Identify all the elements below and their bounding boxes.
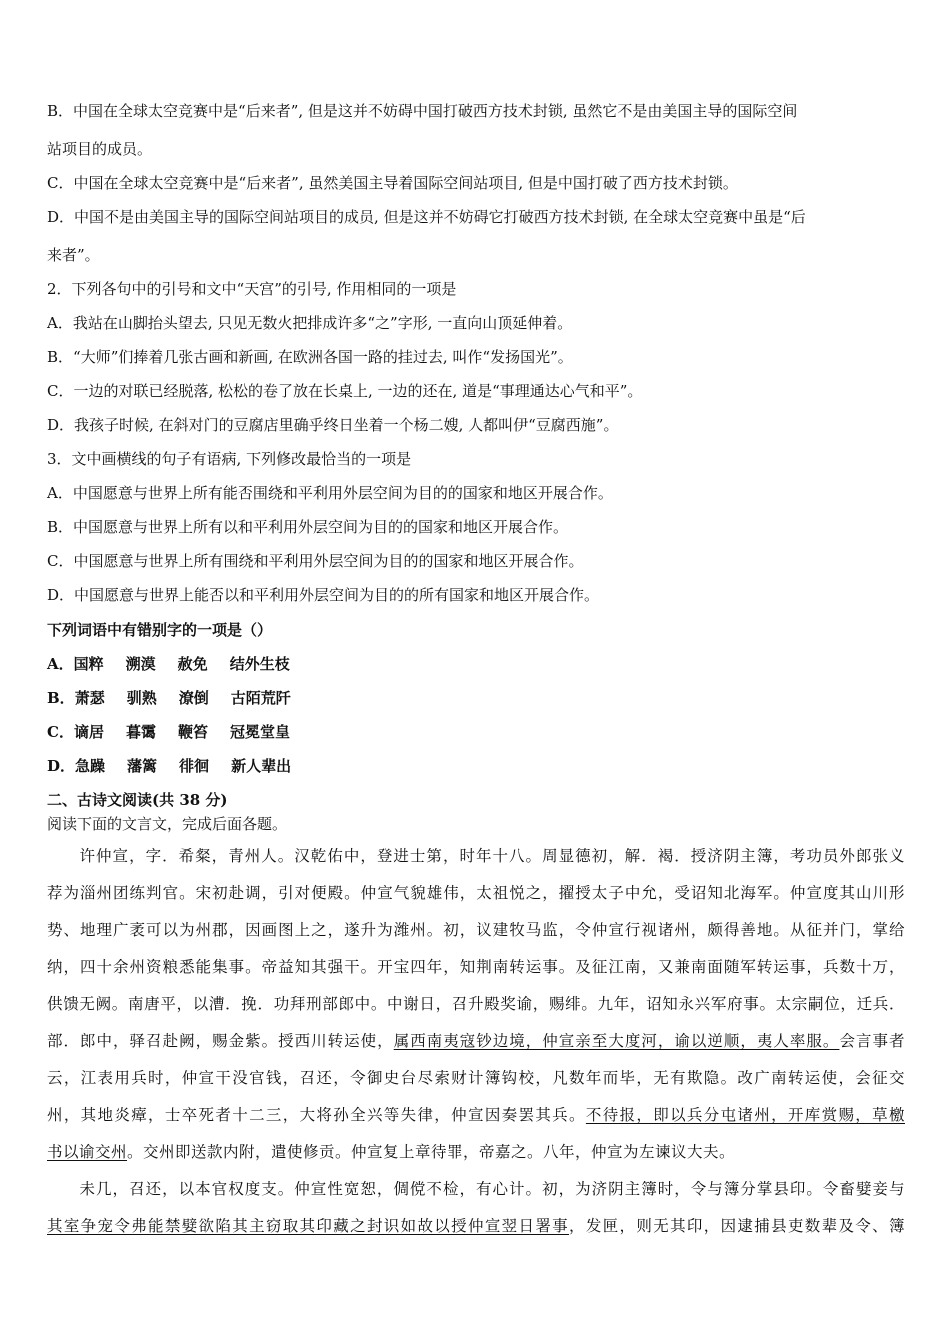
- word: 结外生枝: [229, 655, 290, 673]
- q3-stem: 3．文中画横线的句子有语病, 下列修改最恰当的一项是: [47, 450, 412, 468]
- passage-text: 许仲宣，字．希粲，青州人。汉乾佑中，登进士第，时年十八。周显德初，解．褐．授济阴主簿，考功员外郎张义: [79, 847, 905, 865]
- passage-line: [47, 1060, 905, 1097]
- word: 鞭笞: [177, 723, 208, 741]
- q1-option-c: C．中国在全球太空竞赛中是“后来者”, 虽然美国主导着国际空间站项目, 但是中国打破了西方技术封锁。: [47, 174, 738, 192]
- passage-text: 州，其地炎瘴，士卒死者十二三，大将孙全兴等失律，仲宣因奏罢其兵。: [47, 1106, 586, 1124]
- passage-text: 会言事者: [839, 1032, 905, 1050]
- passage-text: 云，江表用兵时，仲宣干没官钱，召还，令御史台尽索财计簿钩校，凡数年而毕，无有欺隐。改广南转运使，会征交: [47, 1069, 905, 1087]
- passage-text: 供馈无阙。南唐平，以漕．挽．功拜刑部郎中。中谢日，召升殿奖谕，赐绯。九年，诏知永兴军府事。太宗嗣位，迁兵．: [47, 995, 905, 1013]
- passage-text: 未几，召还，以本官权度支。仲宣性宽恕，倜傥不检，有心计。初，为济阴主簿时，令与簿分掌县印。令畜嬖妾与: [79, 1180, 905, 1198]
- option-label: C．: [47, 723, 74, 741]
- passage-line: [47, 1208, 905, 1245]
- q4-option-b: [47, 688, 907, 708]
- q2-option-b: B．“大师”们捧着几张古画和新画, 在欧洲各国一路的挂过去, 叫作“发扬国光”。: [47, 348, 573, 366]
- word: 急躁: [75, 757, 106, 775]
- underlined-sentence: 属西南夷寇钞边境，仲宣亲至大度河，谕以逆顺，夷人率服。: [393, 1032, 840, 1050]
- word: 赦免: [177, 655, 208, 673]
- section-title: 二、古诗文阅读(共 38 分): [47, 791, 228, 809]
- q4-stem: 下列词语中有错别字的一项是（）: [47, 621, 273, 639]
- passage-line: [47, 838, 905, 875]
- passage-line: [47, 986, 905, 1023]
- q2-option-a: A．我站在山脚抬头望去, 只见无数火把排成许多“之”字形, 一直向山顶延伸着。: [47, 314, 573, 332]
- word: 萧瑟: [74, 689, 105, 707]
- passage-line: [47, 875, 905, 912]
- option-label: B．: [47, 689, 75, 707]
- q1-option-b-line1: B．中国在全球太空竞赛中是“后来者”, 但是这并不妨碍中国打破西方技术封锁, 虽然它不是由美国主导的国际空间: [47, 102, 798, 120]
- word: 谪居: [73, 723, 104, 741]
- word: 溯漠: [125, 655, 156, 673]
- word: 新人辈出: [231, 757, 292, 775]
- passage-line: [47, 1097, 905, 1134]
- word: 驯熟: [126, 689, 157, 707]
- section-instruction: 阅读下面的文言文，完成后面各题。: [47, 815, 288, 833]
- passage-line: [47, 1134, 905, 1171]
- underlined-sentence: 书以谕交州: [47, 1143, 128, 1161]
- q2-stem: 2．下列各句中的引号和文中“天宫”的引号, 作用相同的一项是: [47, 280, 457, 298]
- option-label: D．: [47, 757, 76, 775]
- passage-line: [47, 912, 905, 949]
- word: 徘徊: [179, 757, 210, 775]
- passage-text: 势、地理广袤可以为州郡，因画图上之，遂升为潍州。初，议建牧马监，令仲宣行视诸州，颇得善地。从征并门，掌给: [47, 921, 905, 939]
- q4-option-d: [47, 756, 907, 776]
- q2-option-d: D．我孩子时候, 在斜对门的豆腐店里确乎终日坐着一个杨二嫂, 人都叫伊“豆腐西施”。: [47, 416, 619, 434]
- passage-line: [47, 1023, 905, 1060]
- q3-option-c: C．中国愿意与世界上所有围绕和平利用外层空间为目的的国家和地区开展合作。: [47, 552, 584, 570]
- option-label: A．: [47, 655, 74, 673]
- q3-option-d: D．中国愿意与世界上能否以和平利用外层空间为目的的所有国家和地区开展合作。: [47, 586, 600, 604]
- q4-option-a: [47, 654, 907, 674]
- q1-option-b-line2: 站项目的成员。: [47, 140, 153, 158]
- passage-line: [47, 949, 905, 986]
- underlined-sentence: 不待报，即以兵分屯诸州，开库赏赐，草檄: [585, 1106, 905, 1124]
- q2-option-c: C．一边的对联已经脱落, 松松的卷了放在长桌上, 一边的还在, 道是“事理通达心气和平”。: [47, 382, 643, 400]
- passage-line: [47, 1171, 905, 1208]
- q4-option-c: [47, 722, 907, 742]
- underlined-sentence: 其室争宠令弗能禁嬖欲陷其主窃取其印藏之封识如故以授仲宣翌日署事: [47, 1217, 570, 1235]
- passage-text: 部．郎中，驿召赴阙，赐金紫。授西川转运使，: [47, 1032, 394, 1050]
- q3-option-b: B．中国愿意与世界上所有以和平利用外层空间为目的的国家和地区开展合作。: [47, 518, 569, 536]
- word: 古陌荒阡: [230, 689, 291, 707]
- passage-text: ，发匣，则无其印，因逮捕县吏数辈及令、簿: [569, 1217, 905, 1235]
- q3-option-a: A．中国愿意与世界上所有能否围绕和平利用外层空间为目的的国家和地区开展合作。: [47, 484, 613, 502]
- word: 暮霭: [125, 723, 156, 741]
- word: 潦倒: [178, 689, 209, 707]
- word: 藩篱: [127, 757, 158, 775]
- passage-text: 荐为淄州团练判官。宋初赴调，引对便殿。仲宣气貌雄伟，太祖悦之，擢授太子中允，受诏知北海军。仲宣度其山川形: [47, 884, 905, 902]
- passage-text: 。交州即送款内附，遣使修贡。仲宣复上章待罪，帝嘉之。八年，仲宣为左谏议大夫。: [127, 1143, 736, 1161]
- q1-option-d-line2: 来者”。: [47, 246, 100, 264]
- word: 冠冕堂皇: [230, 723, 291, 741]
- word: 国粹: [73, 655, 104, 673]
- passage-text: 纳，四十余州资粮悉能集事。帝益知其强干。开宝四年，知荆南转运事。及征江南，又兼南面随军转运事，兵数十万，: [47, 958, 905, 976]
- q1-option-d-line1: D．中国不是由美国主导的国际空间站项目的成员, 但是这并不妨碍它打破西方技术封锁, 在全球太空竞赛中虽是“后: [47, 208, 806, 226]
